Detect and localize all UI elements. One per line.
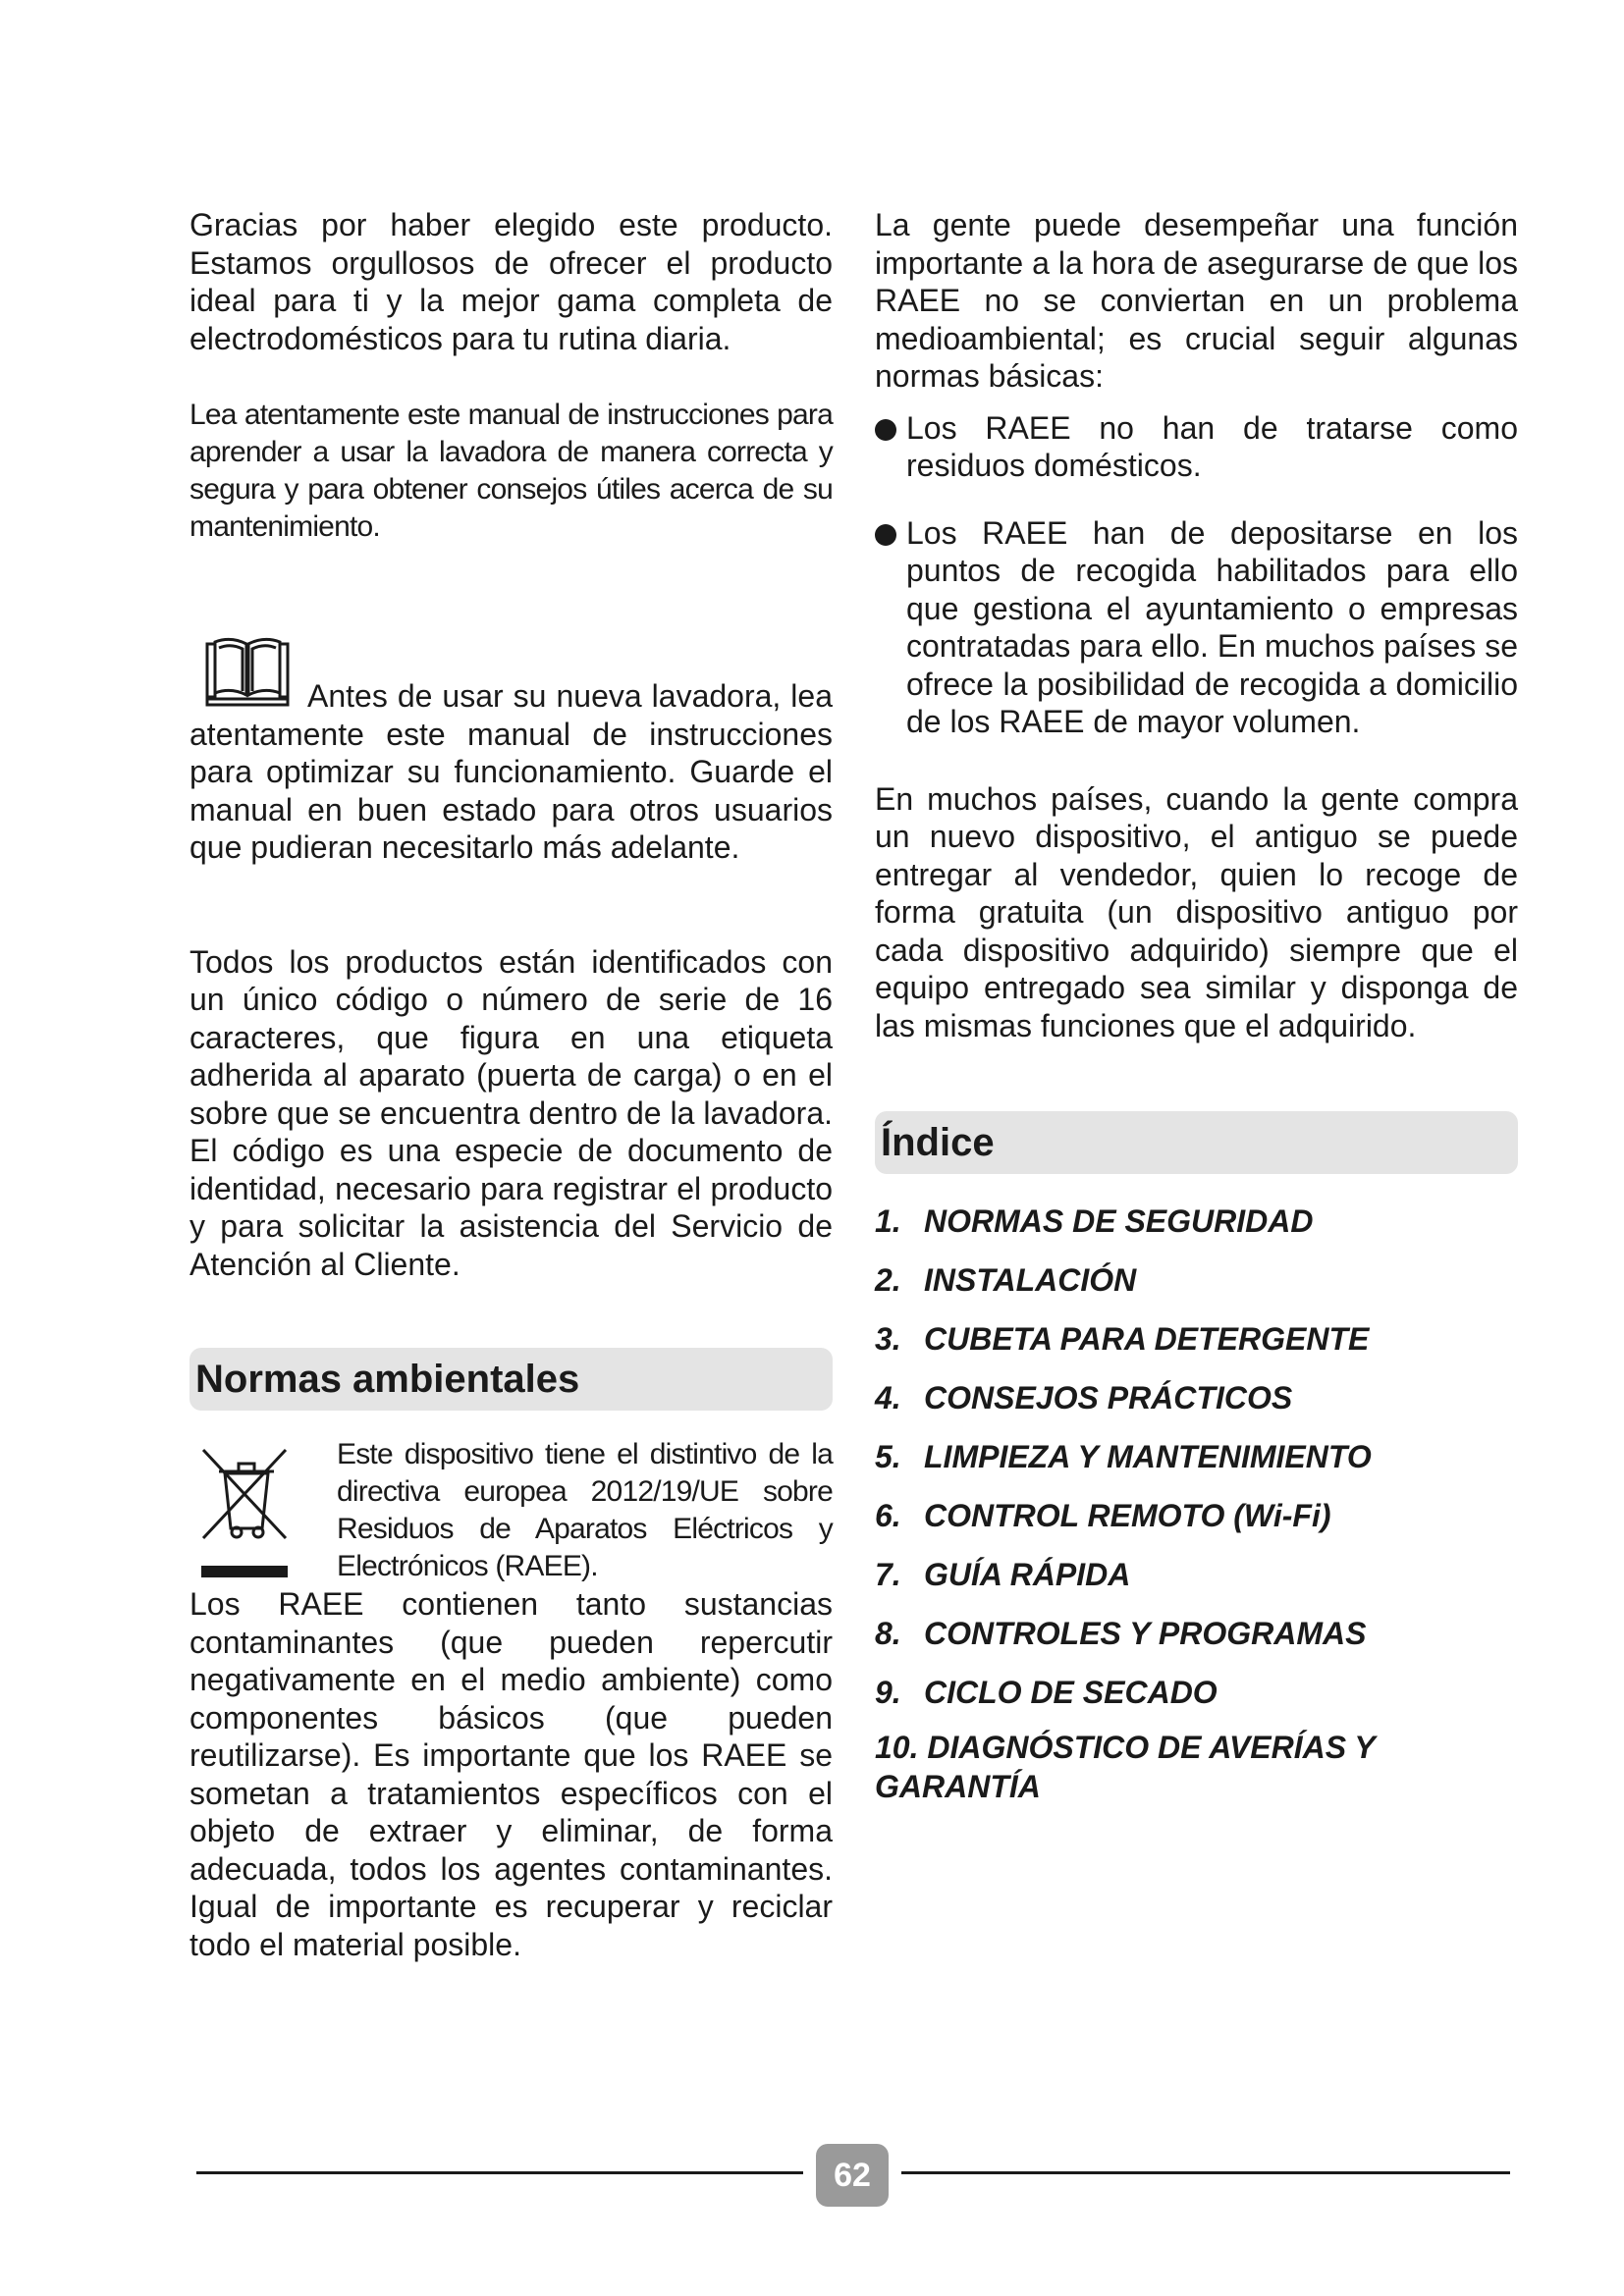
index-item[interactable]: 3. CUBETA PARA DETERGENTE — [875, 1321, 1370, 1357]
index-item[interactable]: 10. DIAGNÓSTICO DE AVERÍAS Y GARANTÍA — [875, 1730, 1376, 1804]
people-paragraph: La gente puede desempeñar una función importante a la hora de asegurarse de que los RAEE no se conviertan en un problema medioambiental; es crucial seguir algunas normas básicas: — [875, 207, 1518, 394]
page-number-badge: 62 — [816, 2144, 889, 2207]
index-item[interactable]: 8. CONTROLES Y PROGRAMAS — [875, 1616, 1367, 1651]
bullet-dot-icon — [875, 524, 896, 546]
raee-paragraph: Los RAEE contienen tanto sustancias contaminantes (que pueden repercutir negativamente en el medio ambiente) como componentes básicos (que pueden reutilizarse). Es importante que los RAEE se sometan a tratamientos específicos con el objeto de extraer y eliminar, de forma adecuada, todos los agentes contaminantes. Igual de importante es recuperar y reciclar todo el material posible. — [189, 1586, 833, 1962]
read-manual-paragraph: Lea atentamente este manual de instrucciones para aprender a usar la lavadora de manera correcta y segura y para obtener consejos útiles acerca de su mantenimiento. — [189, 399, 833, 543]
index-list — [875, 1201, 1518, 1806]
bullet-dot-icon — [875, 419, 896, 441]
index-item[interactable]: 7. GUÍA RÁPIDA — [875, 1557, 1131, 1592]
before-use-paragraph: Antes de usar su nueva lavadora, lea atentamente este manual de instrucciones para optimizar su funcionamiento. Guarde el manual en buen estado para otros usuarios que pudieran necesitarlo más adelante. — [189, 678, 833, 865]
index-item[interactable]: 5. LIMPIEZA Y MANTENIMIENTO — [875, 1439, 1372, 1474]
right-column — [875, 206, 1518, 1826]
footer-line-left — [196, 2171, 803, 2174]
index-item[interactable]: 1. NORMAS DE SEGURIDAD — [875, 1203, 1314, 1239]
weee-notice — [189, 1436, 833, 1585]
bullet-item: Los RAEE han de depositarse en los puntos de recogida habilitados para ello que gestiona el ayuntamiento o empresas contratadas para ello. En muchos países se ofrece la posibilidad de recogida a domicilio de los RAEE de mayor volumen. — [875, 514, 1518, 741]
index-heading: Índice — [875, 1111, 1518, 1174]
index-item[interactable]: 9. CICLO DE SECADO — [875, 1675, 1218, 1710]
countries-paragraph: En muchos países, cuando la gente compra un nuevo dispositivo, el antiguo se puede entregar al vendedor, quien lo recoge de forma gratuita (un dispositivo antiguo por cada dispositivo adquirido) siempre que el equipo entregado sea similar y disponga de las mismas funciones que el adquirido. — [875, 780, 1518, 1043]
book-icon — [203, 634, 292, 707]
footer-line-right — [901, 2171, 1510, 2174]
weee-paragraph: Este dispositivo tiene el distintivo de la directiva europea 2012/19/UE sobre Residuos de Aparatos Eléctricos y Electrónicos (RAEE). — [337, 1438, 833, 1582]
left-column — [189, 206, 833, 1963]
bullet-item: Los RAEE no han de tratarse como residuos domésticos. — [875, 409, 1518, 485]
weee-bin-icon — [197, 1444, 296, 1591]
index-item[interactable]: 2. INSTALACIÓN — [875, 1262, 1137, 1298]
intro-paragraph: Gracias por haber elegido este producto. Estamos orgullosos de ofrecer el producto ideal para ti y la mejor gama completa de electrodomésticos para tu rutina diaria. — [189, 207, 833, 356]
index-item[interactable]: 4. CONSEJOS PRÁCTICOS — [875, 1380, 1293, 1415]
environment-heading: Normas ambientales — [189, 1348, 833, 1411]
index-item[interactable]: 6. CONTROL REMOTO (Wi-Fi) — [875, 1498, 1331, 1533]
manual-notice — [189, 634, 833, 867]
serial-paragraph: Todos los productos están identificados con un único código o número de serie de 16 caracteres, que figura en una etiqueta adherida al aparato (puerta de carga) o en el sobre que se encuentra dentro de la lavadora. El código es una especie de documento de identidad, necesario para registrar el producto y para solicitar la asistencia del Servicio de Atención al Cliente. — [189, 943, 833, 1282]
